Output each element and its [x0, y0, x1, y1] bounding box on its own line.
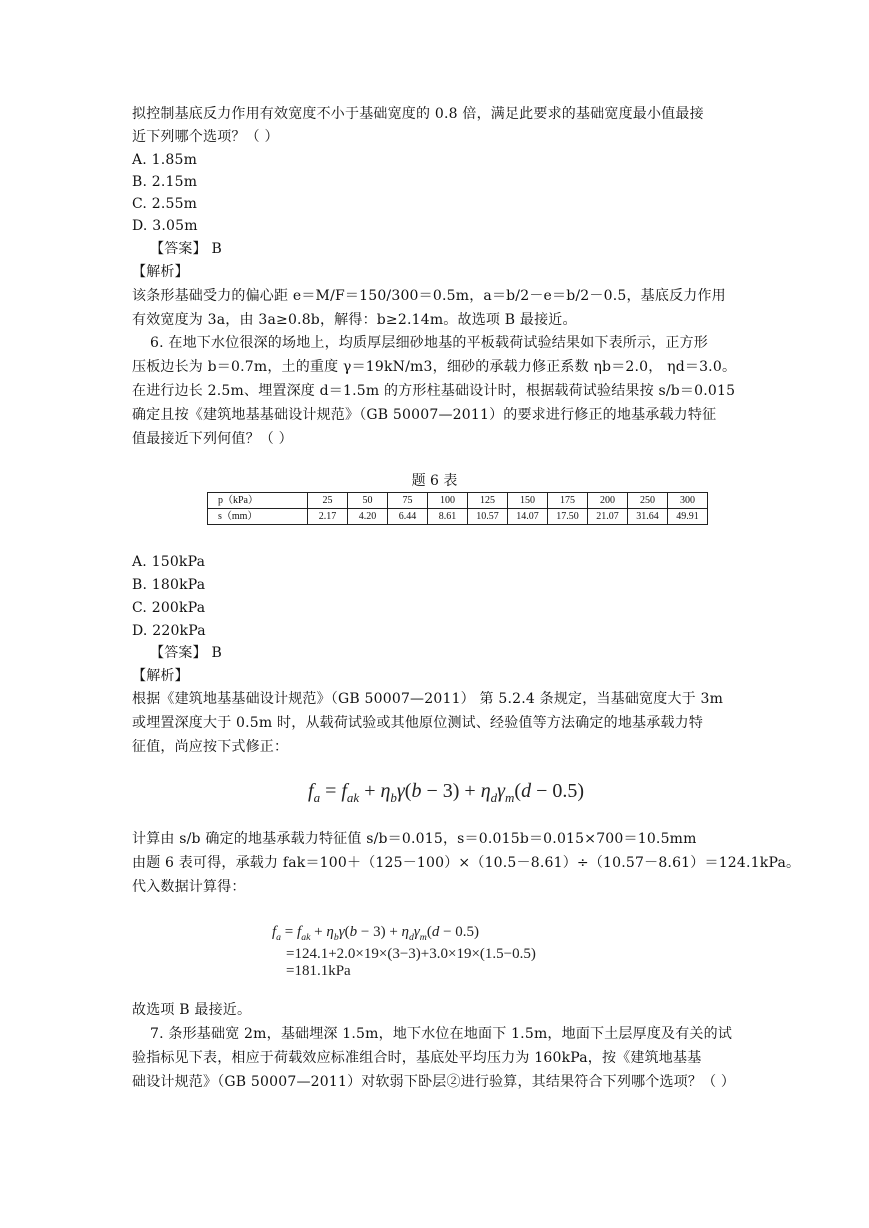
table-header-cell: s（mm）: [208, 509, 308, 525]
text-line: 计算由 s/b 确定的地基承载力特征值 s/b＝0.015，s＝0.015b＝0.015×700＝10.5mm: [132, 831, 697, 847]
text-line: 或埋置深度大于 0.5m 时，从载荷试验或其他原位测试、经验值等方法确定的地基承载力特: [132, 715, 704, 731]
table-cell: 125: [468, 493, 508, 509]
text-line: 验指标见下表，相应于荷载效应标准组合时，基底处平均压力为 160kPa，按《建筑地基基: [132, 1050, 702, 1066]
table-cell: 150: [508, 493, 548, 509]
q6-option-b: B. 180kPa: [132, 577, 206, 593]
text-line: 代入数据计算得：: [132, 879, 246, 895]
table-cell: 2.17: [308, 509, 348, 525]
formula-line: =181.1kPa: [286, 963, 351, 979]
table-cell: 14.07: [508, 509, 548, 525]
bearing-capacity-formula: $f_a = f_{ak} + \eta_b\gamma(b - 3) + \eta_d\gamma_m(d - 0.5)$: [308, 780, 585, 805]
text-line: 6. 在地下水位很深的场地上，均质厚层细砂地基的平板载荷试验结果如下表所示，正方形: [150, 335, 709, 351]
q5-option-b: B. 2.15m: [132, 174, 198, 190]
text-line: 近下列哪个选项？（ ）: [132, 129, 279, 145]
text-line: 在进行边长 2.5m、埋置深度 d＝1.5m 的方形柱基础设计时，根据载荷试验结果按 s/b＝0.015: [132, 383, 736, 399]
text-line: 7. 条形基础宽 2m，基础埋深 1.5m，地下水位在地面下 1.5m，地面下土层厚度及有关的试: [150, 1026, 733, 1042]
q5-option-d: D. 3.05m: [132, 218, 198, 234]
table-row-s: [208, 509, 708, 525]
q6-option-c: C. 200kPa: [132, 600, 206, 616]
table-cell: 49.91: [668, 509, 708, 525]
table-cell: 200: [588, 493, 628, 509]
table-cell: 21.07: [588, 509, 628, 525]
q6-option-d: D. 220kPa: [132, 623, 206, 639]
q5-analysis-label: 【解析】: [132, 264, 189, 280]
table-cell: 17.50: [548, 509, 588, 525]
text-line: 值最接近下列何值？（ ）: [132, 431, 293, 447]
q5-option-a: A. 1.85m: [132, 152, 198, 168]
formula-line: =124.1+2.0×19×(3−3)+3.0×19×(1.5−0.5): [286, 946, 536, 962]
table-cell: 8.61: [428, 509, 468, 525]
q5-answer: 【答案】 B: [150, 241, 222, 257]
table-row-p: [208, 493, 708, 509]
text-line: 根据《建筑地基基础设计规范》（GB 50007—2011） 第 5.2.4 条规定，当基础宽度大于 3m: [132, 691, 724, 707]
text-line: 该条形基础受力的偏心距 e＝M/F＝150/300＝0.5m，a＝b/2－e＝b/2－0.5，基底反力作用: [132, 288, 726, 304]
calculation-formula: [272, 924, 536, 980]
text-line: 压板边长为 b＝0.7m，土的重度 γ＝19kN/m3，细砂的承载力修正系数 ηb＝2.0， ηd＝3.0。: [132, 359, 737, 375]
table-cell: 50: [348, 493, 388, 509]
table-cell: 100: [428, 493, 468, 509]
text-line: 础设计规范》（GB 50007—2011）对软弱下卧层②进行验算，其结果符合下列哪个选项？（ ）: [132, 1074, 736, 1090]
q6-option-a: A. 150kPa: [132, 554, 206, 570]
table-cell: 250: [628, 493, 668, 509]
q5-option-c: C. 2.55m: [132, 196, 198, 212]
text-line: 拟控制基底反力作用有效宽度不小于基础宽度的 0.8 倍，满足此要求的基础宽度最小值最接: [132, 106, 704, 122]
table-cell: 4.20: [348, 509, 388, 525]
table-cell: 31.64: [628, 509, 668, 525]
q6-answer: 【答案】 B: [150, 645, 222, 661]
formula-line: $f_a = f_{ak} + \eta_b\gamma(b - 3) + \eta_d\gamma_m(d - 0.5)$: [272, 924, 480, 943]
load-test-table: [207, 492, 708, 525]
table-cell: 175: [548, 493, 588, 509]
text-line: 有效宽度为 3a，由 3a≥0.8b，解得：b≥2.14m。故选项 B 最接近。: [132, 312, 577, 328]
table-header-cell: p（kPa）: [208, 493, 308, 509]
text-line: 由题 6 表可得，承载力 fak＝100＋（125－100）×（10.5－8.61）÷（10.57－8.61）＝124.1kPa。: [132, 855, 801, 871]
table-cell: 10.57: [468, 509, 508, 525]
q6-analysis-label: 【解析】: [132, 668, 189, 684]
text-line: 征值，尚应按下式修正：: [132, 739, 289, 755]
table-cell: 300: [668, 493, 708, 509]
table-cell: 75: [388, 493, 428, 509]
table-title: 题 6 表: [411, 473, 458, 489]
table-cell: 25: [308, 493, 348, 509]
text-line: 故选项 B 最接近。: [132, 1002, 252, 1018]
text-line: 确定且按《建筑地基基础设计规范》（GB 50007—2011）的要求进行修正的地基承载力特征: [132, 407, 717, 423]
table-cell: 6.44: [388, 509, 428, 525]
